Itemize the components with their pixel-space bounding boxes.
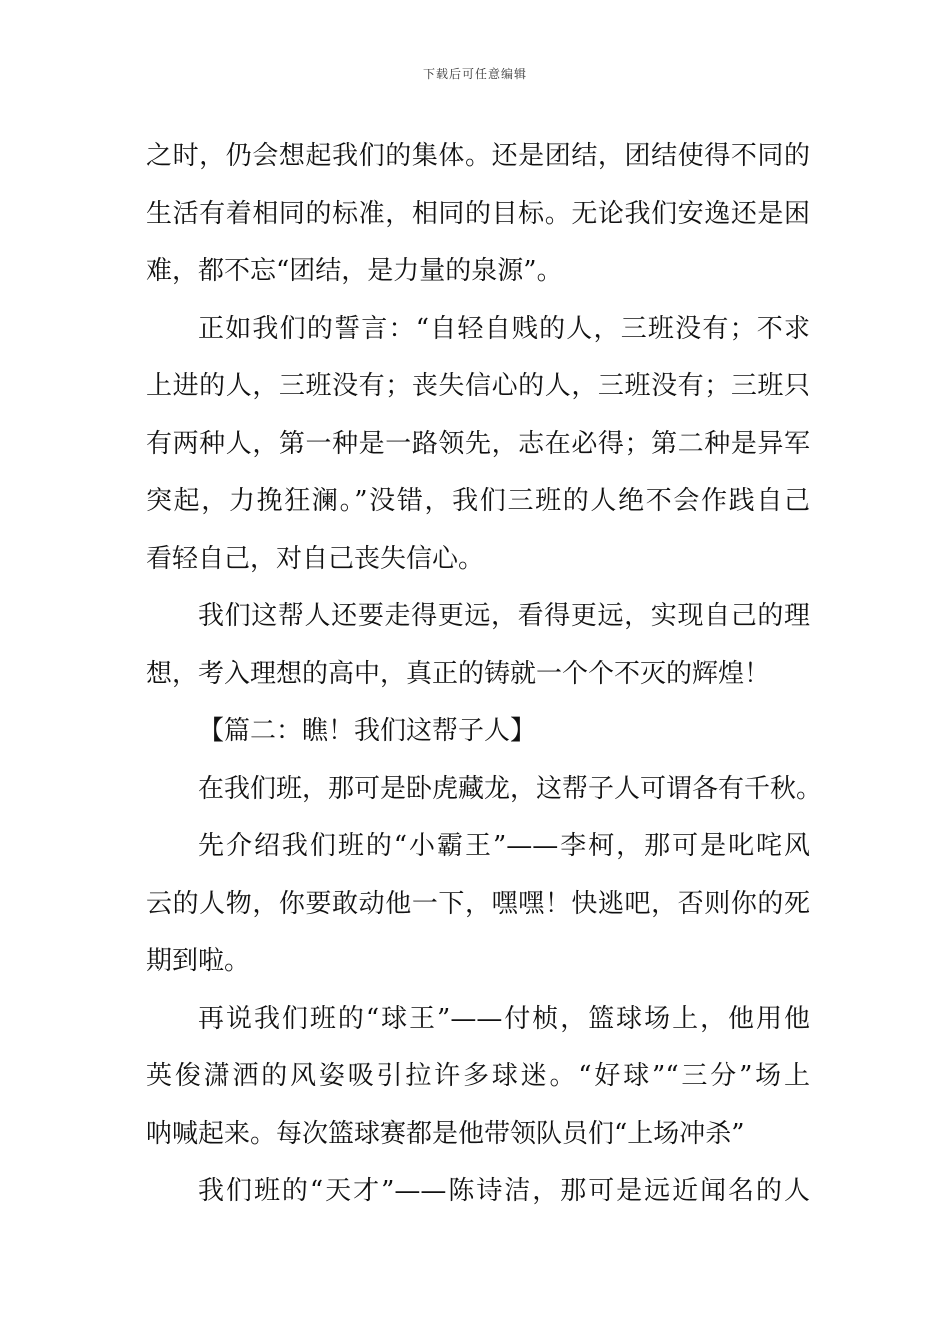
text-line: 云的人物，你要敢动他一下，嘿嘿！快逃吧，否则你的死 <box>146 888 810 919</box>
section-heading: 【篇二：瞧！我们这帮子人】 <box>198 716 537 746</box>
text-line: 期到啦。 <box>146 946 251 976</box>
text-line: 呐喊起来。每次篮球赛都是他带领队员们“上场冲杀” <box>146 1118 745 1149</box>
page-header: 下载后可任意编辑 <box>422 67 527 81</box>
text-line: 在我们班，那可是卧虎藏龙，这帮子人可谓各有千秋。 <box>198 773 823 804</box>
text-line: 我们这帮人还要走得更远，看得更远，实现自己的理 <box>198 601 810 631</box>
text-line: 我们班的“天才”——陈诗洁，那可是远近闻名的人 <box>198 1176 810 1206</box>
text-line: 先介绍我们班的“小霸王”——李柯，那可是叱咤风 <box>198 831 810 861</box>
text-line: 正如我们的誓言：“自轻自贱的人，三班没有；不求 <box>198 313 810 344</box>
text-line: 再说我们班的“球王”——付桢，篮球场上，他用他 <box>198 1003 810 1034</box>
text-line: 英俊潇洒的风姿吸引拉许多球迷。“好球”“三分”场上 <box>146 1061 810 1091</box>
text-line: 看轻自己，对自己丧失信心。 <box>146 543 485 574</box>
text-line: 有两种人，第一种是一路领先，志在必得；第二种是异军 <box>146 428 810 459</box>
text-line: 想，考入理想的高中，真正的铸就一个个不灭的辉煌！ <box>146 658 771 689</box>
text-line: 突起，力挽狂澜。”没错，我们三班的人绝不会作践自己 <box>146 486 810 516</box>
text-line: 上进的人，三班没有；丧失信心的人，三班没有；三班只 <box>146 371 810 401</box>
text-line: 难，都不忘“团结，是力量的泉源”。 <box>146 256 563 286</box>
text-line: 之时，仍会想起我们的集体。还是团结，团结使得不同的 <box>146 141 810 171</box>
document-body <box>146 128 823 1221</box>
text-line: 生活有着相同的标准，相同的目标。无论我们安逸还是困 <box>146 198 810 229</box>
